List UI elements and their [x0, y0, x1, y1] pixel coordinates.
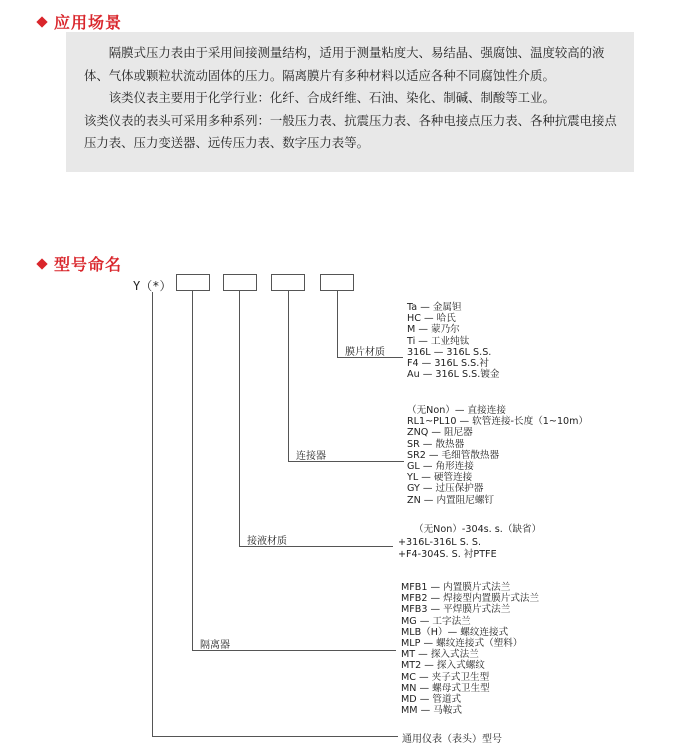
- application-paragraph-1: 隔膜式压力表由于采用间接测量结构，适用于测量粘度大、易结晶、强腐蚀、温度较高的液体、气体或颗粒状流动固体的压力。隔离膜片有多种材料以适应各种不同腐蚀性介质。: [84, 45, 605, 83]
- option-item: ZN — 内置阻尼螺钉: [407, 494, 495, 506]
- option-item: MFB2 — 焊接型内置膜片式法兰: [401, 593, 540, 605]
- model-box-diaphragm: [320, 274, 354, 291]
- option-item: Ti — 工业纯钛: [407, 335, 470, 347]
- option-item: +316L-316L S. S.: [398, 536, 482, 548]
- option-item: MLP — 螺纹连接式（塑料）: [401, 637, 523, 649]
- option-item: MLB（H）— 螺纹连接式: [401, 626, 509, 638]
- line-connector-vertical: [288, 291, 289, 461]
- application-title-text: 应用场景: [54, 13, 123, 32]
- option-item: MM — 马鞍式: [401, 705, 463, 717]
- group-label-gauge: 通用仪表（表头）型号: [402, 734, 502, 745]
- option-item: GL — 角形连接: [407, 460, 474, 472]
- options-isolator: [401, 582, 539, 716]
- option-item: MT — 探入式法兰: [401, 649, 479, 661]
- options-wetted: [398, 524, 541, 562]
- option-item: MT2 — 探入式螺纹: [401, 660, 485, 672]
- model-box-connector: [271, 274, 305, 291]
- group-label-connector: 连接器: [296, 451, 326, 462]
- option-item: F4 — 316L S.S.衬: [407, 357, 489, 369]
- option-item: Au — 316L S.S.镀金: [407, 369, 500, 381]
- line-isolator-vertical: [192, 291, 193, 650]
- option-item: MG — 工字法兰: [401, 615, 471, 627]
- diamond-bullet-icon: [36, 16, 47, 27]
- option-item: YL — 硬管连接: [407, 472, 473, 484]
- option-item: M — 蒙乃尔: [407, 324, 460, 336]
- option-item: SR — 散热器: [407, 438, 465, 450]
- option-item: MFB3 — 平焊膜片式法兰: [401, 604, 511, 616]
- line-gauge-horizontal: [152, 736, 398, 737]
- diamond-bullet-icon: [36, 258, 47, 269]
- application-paragraph-3: 该类仪表的表头可采用多种系列：一般压力表、抗震压力表、各种电接点压力表、各种抗震电接点压力表、压力变送器、远传压力表、数字压力表等。: [84, 112, 617, 151]
- line-diaphragm-vertical: [337, 291, 338, 357]
- option-item: SR2 — 毛细管散热器: [407, 449, 500, 461]
- model-box-wetted: [223, 274, 257, 291]
- option-item: HC — 哈氏: [407, 313, 456, 325]
- application-paragraph-2: 该类仪表主要用于化学行业：化纤、合成纤维、石油、染化、制碱、制酸等工业。: [108, 90, 555, 106]
- model-section-title: [38, 252, 122, 275]
- line-gauge-vertical: [152, 292, 153, 736]
- application-section-title: [38, 10, 122, 33]
- option-item: MD — 管道式: [401, 693, 462, 705]
- option-item: MFB1 — 内置膜片式法兰: [401, 582, 511, 593]
- group-label-wetted: 接液材质: [247, 536, 287, 547]
- line-wetted-vertical: [239, 291, 240, 546]
- option-item: 316L — 316L S.S.: [407, 346, 492, 358]
- options-connector: [407, 405, 588, 506]
- option-item: ZNQ — 阻尼器: [407, 427, 473, 439]
- option-item: （无Non）-304s. s.（缺省）: [414, 524, 542, 535]
- option-item: MC — 夹子式卫生型: [401, 671, 490, 683]
- group-label-isolator: 隔离器: [200, 640, 230, 651]
- option-item: GY — 过压保护器: [407, 483, 484, 495]
- options-diaphragm: [407, 302, 500, 380]
- model-prefix: Y（*）: [133, 279, 172, 293]
- option-item: （无Non）— 直接连接: [407, 405, 506, 416]
- option-item: Ta — 金属钽: [407, 302, 462, 313]
- option-item: MN — 螺母式卫生型: [401, 682, 490, 694]
- option-item: RL1~PL10 — 软管连接-长度（1~10m）: [407, 416, 589, 428]
- application-description-box: [66, 32, 634, 172]
- option-item: +F4-304S. S. 衬PTFE: [398, 549, 497, 560]
- model-box-isolator: [176, 274, 210, 291]
- group-label-diaphragm: 膜片材质: [345, 347, 385, 358]
- model-title-text: 型号命名: [54, 255, 123, 274]
